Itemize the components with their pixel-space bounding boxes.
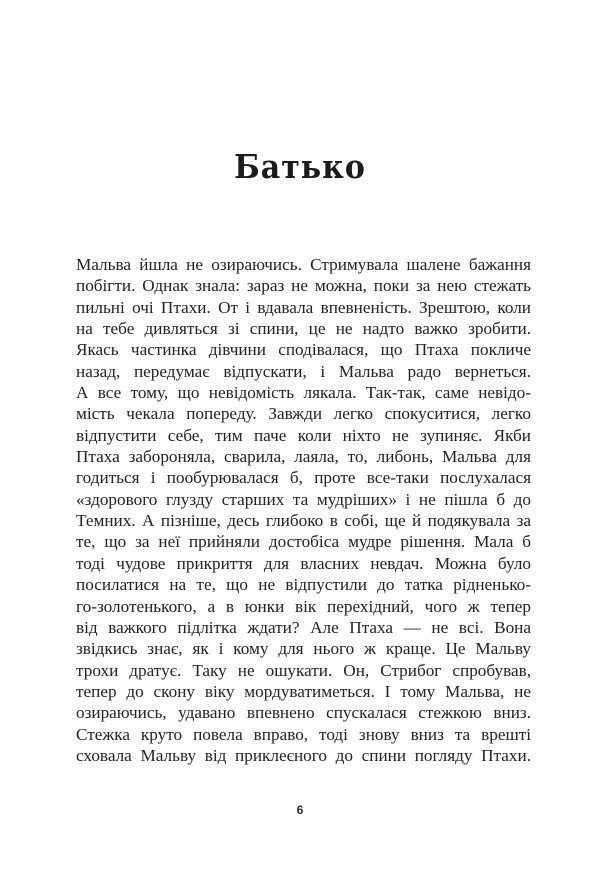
text-line: А все тому, що невідомість лякала. Так-так, саме невідо- xyxy=(76,383,531,403)
text-line: тепер до скону віку мордуватиметься. І тому Мальва, не xyxy=(76,681,531,701)
text-line: годиться і пообурювалася б, проте все-таки послухалася xyxy=(76,468,531,488)
text-line: Якась частинка дівчини сподівалася, що Птаха покличе xyxy=(76,340,531,360)
text-line: Птаха забороняла, сварила, лаяла, то, либонь, Мальва для xyxy=(76,447,531,467)
text-line: сховала Мальву від приклеєного до спини погляду Птахи. xyxy=(76,745,531,765)
chapter-title: Батько xyxy=(234,148,366,187)
text-line: посилатися на те, що не відпустили до татка рідненько- xyxy=(76,575,531,595)
text-line: пильні очі Птахи. От і вдавала впевненість. Зрештою, коли xyxy=(76,297,531,317)
page-number: 6 xyxy=(296,803,304,817)
text-line: відпустити себе, тим паче коли ніхто не зупиняє. Якби xyxy=(76,425,531,445)
text-line: трохи дратує. Таку не ошукати. Он, Стрибог спробував, xyxy=(76,660,531,680)
body-paragraph xyxy=(76,254,531,766)
text-line: тоді чудове прикриття для власних невдач. Можна було xyxy=(76,553,531,573)
text-line: те, що за неї прийняли достобіса мудре рішення. Мала б xyxy=(76,532,531,552)
text-line: мість чекала попереду. Завжди легко спокуситися, легко xyxy=(76,404,531,424)
text-line: назад, передумає відпускати, і Мальва радо вернеться. xyxy=(76,361,531,381)
text-line: Темних. А пізніше, десь глибоко в собі, ще й подякувала за xyxy=(76,511,531,531)
text-line: го-золотенького, а в юнки вік перехідний, чого ж тепер xyxy=(76,596,531,616)
text-line: побігти. Однак знала: зараз не можна, поки за нею стежать xyxy=(76,276,531,296)
text-line: Мальва йшла не озираючись. Стримувала шалене бажання xyxy=(76,255,531,274)
text-line: Стежка круто повела вправо, тоді знову вниз та врешті xyxy=(76,724,531,744)
text-line: «здорового глузду старших та мудріших» і не пішла б до xyxy=(76,489,531,509)
text-line: від важкого підлітка ждати? Але Птаха — не всі. Вона xyxy=(76,617,531,637)
text-line: озираючись, удавано впевнено спускалася стежкою вниз. xyxy=(76,703,531,723)
text-line: звідкись знає, як і кому для нього ж краще. Це Мальву xyxy=(76,639,531,659)
text-line: на тебе дивляться зі спини, це не надто важко зробити. xyxy=(76,319,531,339)
